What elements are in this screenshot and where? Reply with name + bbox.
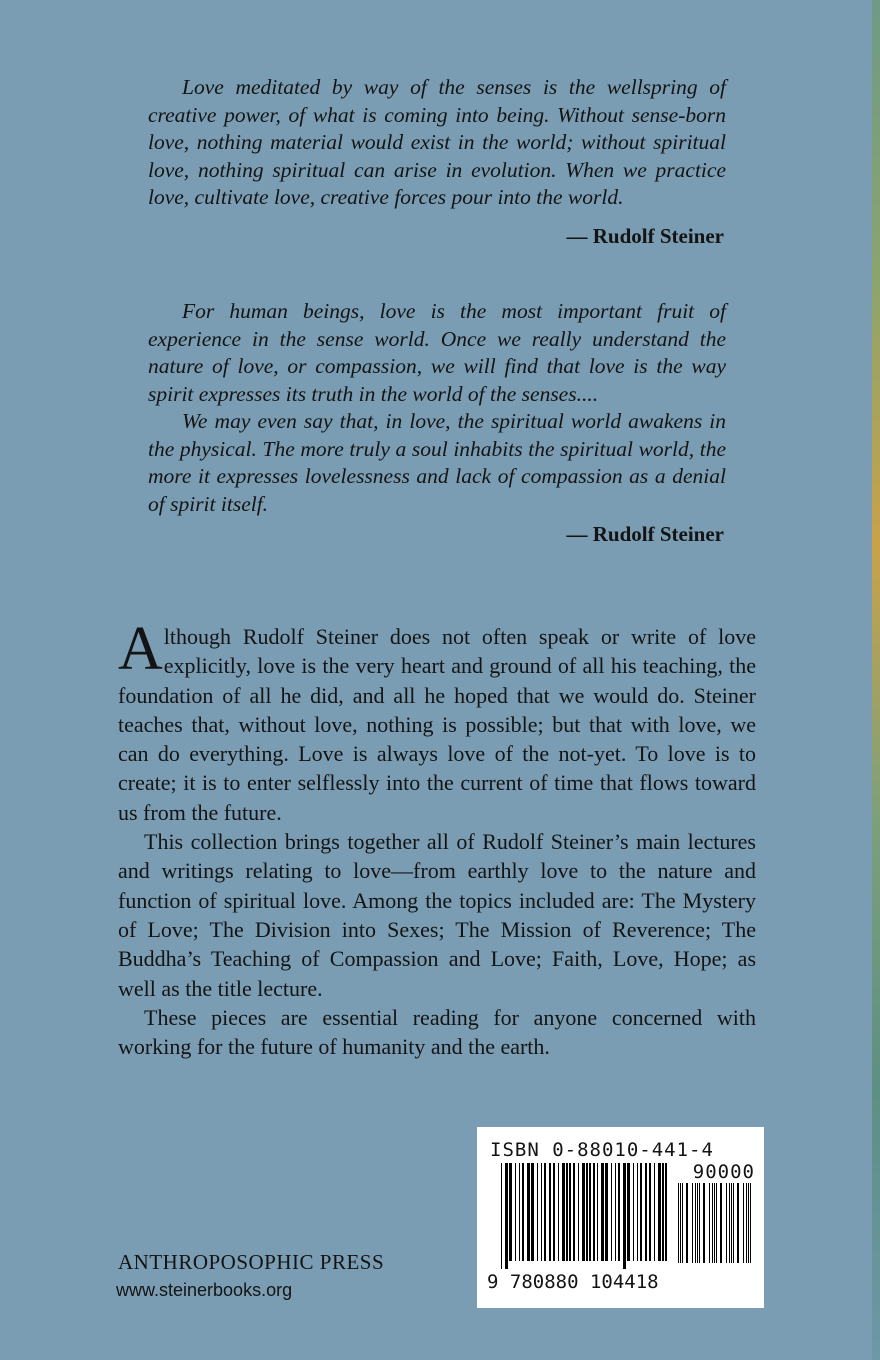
barcode-bar: [515, 1163, 516, 1261]
barcode-bar: [618, 1163, 620, 1261]
barcode-bar: [726, 1183, 727, 1263]
barcode-bar: [662, 1163, 664, 1261]
barcode-bar: [699, 1183, 700, 1263]
barcode-bar: [578, 1163, 579, 1261]
barcode-bar: [748, 1183, 749, 1263]
price-code-label: 90000: [692, 1161, 755, 1183]
barcode-bar: [569, 1163, 571, 1261]
cover-art-edge-strip: [872, 0, 880, 1360]
barcode-bar: [633, 1163, 634, 1261]
barcode-bar: [750, 1183, 751, 1263]
barcode-bar: [737, 1183, 739, 1263]
barcode-bar: [645, 1163, 647, 1261]
barcode-bar: [678, 1183, 679, 1263]
quote-2-paragraph-1: For human beings, love is the most important fruit of experience in the sense world. Once we really understand the nature of love, or compassion, we will find that love is the way spirit expresses its truth in the world of the senses....: [148, 299, 726, 406]
barcode-bar: [729, 1183, 730, 1263]
barcode-bar: [505, 1163, 508, 1269]
isbn-barcode-panel: [477, 1127, 764, 1308]
barcode-bar: [731, 1183, 732, 1263]
barcode-bar: [665, 1163, 667, 1261]
publisher-website: www.steinerbooks.org: [116, 1280, 293, 1300]
description-paragraph-3: These pieces are essential reading for anyone concerned with working for the future of humanity and the earth.: [118, 1004, 756, 1060]
epigraph-quote-1: [148, 74, 726, 212]
barcode-bar: [601, 1163, 604, 1261]
book-description: [118, 615, 756, 1061]
description-paragraph-1-text: lthough Rudolf Steiner does not often speak or write of love explicitly, love is the very heart and ground of all his teaching, the foundation of all he did, and all he hoped that we would do. Steiner teaches that, without love, nothing is possible; but that with love, we can do everything. Love is always love of the not-yet. To love is to create; it is to enter selflessly into the current of time that flows toward us from the future.: [118, 624, 756, 825]
barcode-bar: [537, 1163, 538, 1261]
barcode-bar: [562, 1163, 565, 1261]
barcode-bar: [680, 1183, 681, 1263]
quote-1-paragraph: Love meditated by way of the senses is the wellspring of creative power, of what is coming into being. Without sense-born love, nothing material would exist in the world; without spiritual love, nothing spiritual can arise in evolution. When we practice love, cultivate love, creative forces pour into the world.: [148, 75, 726, 209]
barcode-bar: [714, 1183, 715, 1263]
barcode-bar: [743, 1183, 744, 1263]
barcode-bar: [558, 1163, 559, 1261]
barcode-bar: [658, 1163, 661, 1261]
description-paragraph-1: [118, 615, 756, 827]
barcode-bar: [541, 1163, 542, 1261]
price-addon-barcode-icon: [678, 1183, 754, 1271]
barcode-bar: [605, 1163, 608, 1261]
barcode-bar: [553, 1163, 555, 1261]
barcode-bar: [682, 1183, 683, 1263]
quote-1-attribution: — Rudolf Steiner: [566, 224, 724, 248]
barcode-bar: [549, 1163, 551, 1261]
barcode-bar: [593, 1163, 595, 1261]
barcode-bar: [716, 1183, 717, 1263]
barcode-bar: [611, 1163, 612, 1261]
publisher-name: ANTHROPOSOPHIC PRESS: [118, 1250, 385, 1274]
barcode-bar: [692, 1183, 693, 1263]
barcode-bar: [522, 1163, 524, 1261]
barcode-bar: [733, 1183, 734, 1263]
barcode-bar: [615, 1163, 616, 1261]
description-paragraph-2: This collection brings together all of Rudolf Steiner’s main lectures and writings relating to love—from earthly love to the nature and function of spiritual love. Among the topics included are: The Mystery of Love; The Division into Sexes; The Mission of Reverence; The Buddha’s Teaching of Compassion and Love; Faith, Love, Hope; as well as the title lecture.: [118, 829, 756, 1001]
barcode-bar: [582, 1163, 585, 1261]
barcode-bar: [686, 1183, 688, 1263]
barcode-bar: [566, 1163, 568, 1261]
barcode-bar: [544, 1163, 546, 1261]
barcode-bar: [501, 1163, 502, 1269]
barcode-bar: [720, 1183, 722, 1263]
barcode-bar: [627, 1163, 630, 1261]
barcode-bar: [654, 1163, 655, 1261]
drop-cap: A: [118, 615, 163, 683]
epigraph-quote-2: [148, 298, 726, 518]
barcode-bar: [623, 1163, 626, 1269]
quote-2-attribution: — Rudolf Steiner: [566, 522, 724, 546]
ean-digits-label: 9 780880 104418: [487, 1271, 659, 1293]
barcode-bar: [519, 1163, 520, 1261]
barcode-bar: [697, 1183, 698, 1263]
barcode-bar: [640, 1163, 642, 1261]
barcode-bar: [589, 1163, 591, 1261]
quote-2-paragraph-2: We may even say that, in love, the spiritual world awakens in the physical. The more truly a soul inhabits the spiritual world, the more it expresses lovelessness and lack of compassion as a denial of spirit itself.: [148, 409, 726, 516]
barcode-bar: [746, 1183, 747, 1263]
barcode-bar: [527, 1163, 530, 1261]
barcode-bar: [573, 1163, 575, 1261]
barcode-bar: [709, 1183, 710, 1263]
barcode-bar: [586, 1163, 588, 1261]
barcode-bar: [695, 1183, 696, 1263]
barcode-bar: [531, 1163, 534, 1261]
barcode-bar: [712, 1183, 713, 1263]
barcode-bar: [703, 1183, 705, 1263]
isbn-label: ISBN 0-88010-441-4: [490, 1139, 714, 1161]
barcode-bar: [597, 1163, 598, 1261]
ean-barcode-icon: [501, 1163, 669, 1269]
barcode-bar: [509, 1163, 512, 1261]
barcode-bar: [649, 1163, 651, 1261]
barcode-bar: [637, 1163, 638, 1261]
